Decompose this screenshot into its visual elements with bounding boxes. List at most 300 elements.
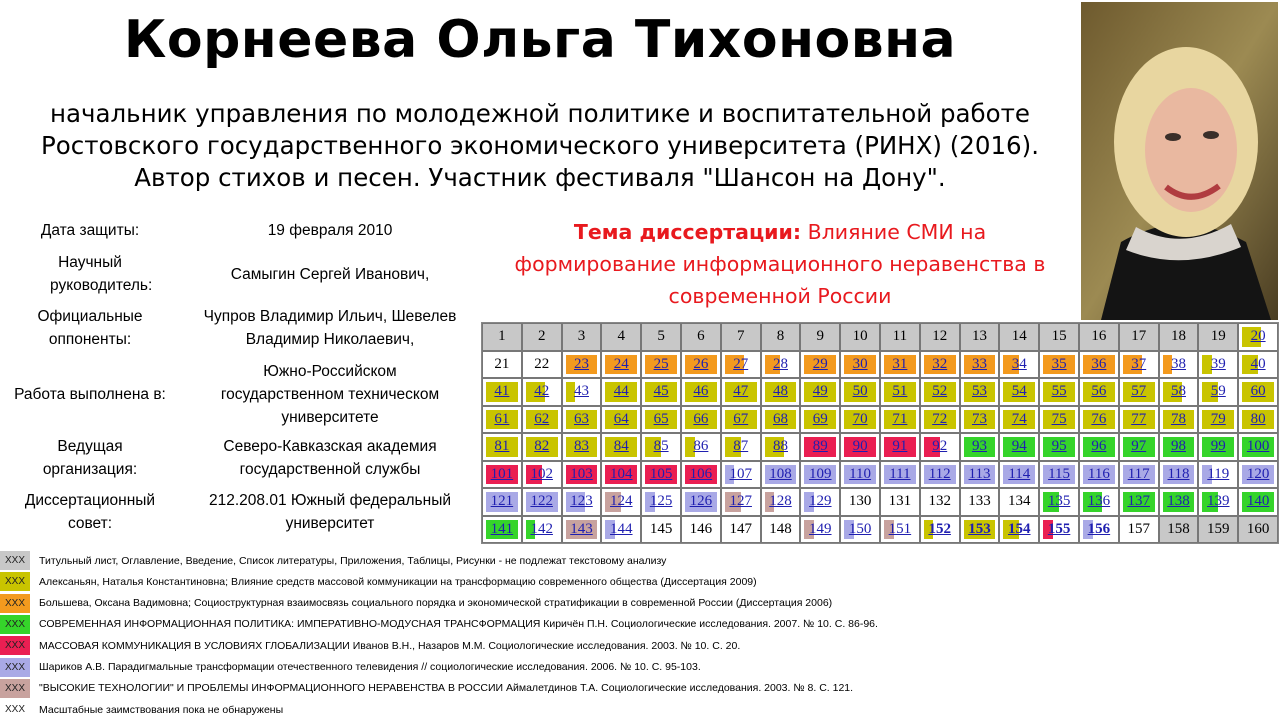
- page-number: 157: [1127, 520, 1150, 537]
- page-number[interactable]: 41: [494, 383, 510, 400]
- page-cell[interactable]: [482, 488, 522, 516]
- page-cell[interactable]: [1039, 433, 1079, 461]
- page-cell[interactable]: [601, 461, 641, 489]
- page-cell[interactable]: [840, 433, 880, 461]
- page-cell[interactable]: [1079, 461, 1119, 489]
- page-cell[interactable]: [761, 488, 801, 516]
- page-cell[interactable]: [641, 461, 681, 489]
- page-number[interactable]: 86: [693, 438, 709, 455]
- page-cell[interactable]: [999, 406, 1039, 434]
- page-cell[interactable]: [761, 433, 801, 461]
- page-cell[interactable]: [1198, 351, 1238, 379]
- page-cell: [800, 323, 840, 351]
- page-number[interactable]: 105: [649, 465, 673, 482]
- page-number: 158: [1167, 520, 1190, 537]
- page-number[interactable]: 31: [892, 355, 908, 372]
- page-cell[interactable]: [1238, 323, 1278, 351]
- page-cell[interactable]: [1198, 488, 1238, 516]
- page-number[interactable]: 144: [610, 520, 633, 537]
- page-cell[interactable]: [601, 516, 641, 544]
- page-number[interactable]: 153: [968, 520, 991, 537]
- page-cell[interactable]: [721, 351, 761, 379]
- page-number[interactable]: 94: [1011, 438, 1027, 455]
- page-number[interactable]: 116: [1087, 465, 1110, 482]
- page-cell[interactable]: [1238, 488, 1278, 516]
- page-number[interactable]: 73: [971, 410, 987, 427]
- page-number[interactable]: 36: [1091, 355, 1107, 372]
- page-cell[interactable]: [960, 516, 1000, 544]
- page-cell[interactable]: [1119, 378, 1159, 406]
- page-number[interactable]: 82: [534, 438, 550, 455]
- page-number[interactable]: 123: [570, 493, 593, 510]
- page-number[interactable]: 93: [971, 438, 987, 455]
- page-cell[interactable]: [522, 433, 562, 461]
- page-number: 146: [689, 520, 713, 537]
- page-number[interactable]: 108: [769, 465, 792, 482]
- page-number[interactable]: 122: [530, 493, 553, 510]
- legend-text: Алексаньян, Наталья Константиновна; Влияние средств массовой коммуникации на трансформацию современного общества (Диссертация 2009): [39, 575, 757, 588]
- legend-text: Шариков А.В. Парадигмальные трансформации отечественного телевидения // социологические исследования. 2006. № 10. С. 95-103.: [39, 661, 701, 673]
- page-number[interactable]: 75: [1051, 410, 1067, 427]
- page-number: 133: [968, 493, 991, 510]
- page-number[interactable]: 124: [610, 493, 633, 510]
- page-number[interactable]: 80: [1250, 410, 1266, 427]
- page-cell[interactable]: [1198, 406, 1238, 434]
- page-number[interactable]: 72: [932, 410, 948, 427]
- page-number[interactable]: 68: [772, 410, 788, 427]
- page-cell[interactable]: [681, 461, 721, 489]
- page-number[interactable]: 29: [812, 355, 828, 372]
- page-cell[interactable]: [641, 406, 681, 434]
- page-cell[interactable]: [562, 516, 602, 544]
- page-cell[interactable]: [1198, 378, 1238, 406]
- page-number[interactable]: 156: [1087, 520, 1111, 537]
- legend-swatch: XXX: [0, 551, 30, 570]
- page-number[interactable]: 24: [613, 355, 629, 372]
- page-number[interactable]: 39: [1210, 355, 1226, 372]
- page-cell[interactable]: [880, 516, 920, 544]
- page-cell[interactable]: [880, 461, 920, 489]
- page-cell[interactable]: [960, 433, 1000, 461]
- page-number[interactable]: 51: [892, 383, 908, 400]
- page-number[interactable]: 95: [1051, 438, 1067, 455]
- page-number[interactable]: 107: [729, 465, 752, 482]
- page-cell[interactable]: [880, 406, 920, 434]
- page-number[interactable]: 137: [1127, 493, 1150, 510]
- page-cell[interactable]: [562, 406, 602, 434]
- page-cell[interactable]: [482, 378, 522, 406]
- page-cell[interactable]: [681, 378, 721, 406]
- page-cell[interactable]: [601, 488, 641, 516]
- page-cell: [880, 323, 920, 351]
- page-number[interactable]: 53: [971, 383, 987, 400]
- page-number[interactable]: 34: [1011, 355, 1027, 372]
- page-number[interactable]: 74: [1011, 410, 1027, 427]
- page-cell[interactable]: [960, 406, 1000, 434]
- page-number[interactable]: 32: [932, 355, 948, 372]
- page-cell[interactable]: [1238, 406, 1278, 434]
- page-cell[interactable]: [1159, 351, 1199, 379]
- page-number[interactable]: 87: [733, 438, 749, 455]
- page-number[interactable]: 111: [889, 465, 911, 482]
- page-number: 134: [1008, 493, 1031, 510]
- page-number[interactable]: 69: [812, 410, 828, 427]
- page-cell[interactable]: [800, 488, 840, 516]
- page-number[interactable]: 58: [1170, 383, 1186, 400]
- page-number[interactable]: 142: [530, 520, 553, 537]
- page-cell: [522, 323, 562, 351]
- page-cell[interactable]: [562, 433, 602, 461]
- page-cell[interactable]: [761, 351, 801, 379]
- page-number[interactable]: 67: [733, 410, 749, 427]
- page-cell[interactable]: [562, 378, 602, 406]
- page-cell[interactable]: [800, 461, 840, 489]
- page-number[interactable]: 88: [772, 438, 788, 455]
- page-number[interactable]: 48: [772, 383, 788, 400]
- page-cell[interactable]: [721, 378, 761, 406]
- description-line: начальник управления по молодежной политике и воспитательной работе: [49, 99, 1031, 128]
- page-number[interactable]: 115: [1048, 465, 1071, 482]
- page-number[interactable]: 103: [570, 465, 593, 482]
- page-number[interactable]: 127: [729, 493, 752, 510]
- author-description: [0, 98, 1080, 194]
- page-cell[interactable]: [880, 378, 920, 406]
- page-cell: [999, 323, 1039, 351]
- page-cell[interactable]: [1238, 461, 1278, 489]
- page-cell[interactable]: [920, 461, 960, 489]
- page-number[interactable]: 120: [1246, 465, 1270, 482]
- page-number[interactable]: 126: [689, 493, 713, 510]
- legend-swatch: XXX: [0, 615, 30, 634]
- page-number: 148: [769, 520, 792, 537]
- page-number[interactable]: 135: [1047, 493, 1071, 510]
- info-label: Диссертационный совет:: [24, 492, 156, 532]
- page-cell[interactable]: [920, 433, 960, 461]
- page-number[interactable]: 20: [1250, 328, 1266, 345]
- page-cell[interactable]: [1039, 516, 1079, 544]
- page-cell[interactable]: [522, 488, 562, 516]
- page-number: 9: [816, 328, 825, 345]
- page-number[interactable]: 83: [573, 438, 589, 455]
- page-cell[interactable]: [999, 351, 1039, 379]
- page-number[interactable]: 33: [971, 355, 987, 372]
- page-number[interactable]: 79: [1210, 410, 1226, 427]
- page-number[interactable]: 38: [1170, 355, 1186, 372]
- page-number[interactable]: 42: [534, 383, 550, 400]
- page-cell[interactable]: [522, 378, 562, 406]
- legend-swatch: XXX: [0, 679, 30, 698]
- page-number[interactable]: 44: [613, 383, 629, 400]
- page-number[interactable]: 136: [1087, 493, 1111, 510]
- page-number[interactable]: 64: [613, 410, 629, 427]
- page-cell[interactable]: [681, 351, 721, 379]
- page-cell[interactable]: [681, 406, 721, 434]
- page-cell[interactable]: [721, 488, 761, 516]
- page-cell[interactable]: [562, 488, 602, 516]
- page-number[interactable]: 60: [1250, 383, 1266, 400]
- page-cell[interactable]: [601, 378, 641, 406]
- page-cell[interactable]: [681, 433, 721, 461]
- page-cell: [1198, 323, 1238, 351]
- page-cell[interactable]: [761, 378, 801, 406]
- page-cell[interactable]: [1119, 351, 1159, 379]
- page-cell[interactable]: [1159, 406, 1199, 434]
- page-cell[interactable]: [1039, 488, 1079, 516]
- page-number[interactable]: 92: [932, 438, 948, 455]
- page-number[interactable]: 98: [1170, 438, 1186, 455]
- page-cell[interactable]: [920, 378, 960, 406]
- page-cell[interactable]: [721, 406, 761, 434]
- page-number[interactable]: 149: [809, 520, 832, 537]
- page-number[interactable]: 129: [809, 493, 832, 510]
- page-number[interactable]: 81: [494, 438, 510, 455]
- page-cell[interactable]: [1079, 516, 1119, 544]
- page-number: 145: [649, 520, 673, 537]
- page-number: 4: [617, 328, 626, 345]
- page-cell[interactable]: [601, 433, 641, 461]
- page-number[interactable]: 70: [852, 410, 868, 427]
- page-number[interactable]: 66: [693, 410, 709, 427]
- page-cell[interactable]: [1079, 406, 1119, 434]
- page-cell[interactable]: [800, 351, 840, 379]
- page-cell[interactable]: [840, 378, 880, 406]
- page-cell: [721, 323, 761, 351]
- page-number[interactable]: 47: [733, 383, 749, 400]
- legend-swatch: XXX: [0, 572, 30, 591]
- page-number: 11: [892, 328, 908, 345]
- page-number[interactable]: 54: [1011, 383, 1027, 400]
- page-number[interactable]: 114: [1008, 465, 1031, 482]
- page-number[interactable]: 99: [1210, 438, 1226, 455]
- page-number[interactable]: 96: [1091, 438, 1107, 455]
- page-number[interactable]: 104: [610, 465, 633, 482]
- page-number[interactable]: 55: [1051, 383, 1067, 400]
- page-number[interactable]: 151: [888, 520, 912, 537]
- page-number[interactable]: 106: [689, 465, 713, 482]
- page-cell[interactable]: [482, 433, 522, 461]
- page-number[interactable]: 50: [852, 383, 868, 400]
- page-cell[interactable]: [681, 488, 721, 516]
- page-number[interactable]: 117: [1127, 465, 1150, 482]
- page-cell: [681, 516, 721, 544]
- page-cell[interactable]: [800, 378, 840, 406]
- page-number[interactable]: 23: [573, 355, 589, 372]
- page-number[interactable]: 118: [1167, 465, 1190, 482]
- page-cell[interactable]: [562, 351, 602, 379]
- page-number[interactable]: 97: [1131, 438, 1147, 455]
- page-number: 14: [1011, 328, 1027, 345]
- page-cell[interactable]: [800, 406, 840, 434]
- page-number[interactable]: 154: [1008, 520, 1031, 537]
- page-number[interactable]: 59: [1210, 383, 1226, 400]
- page-cell[interactable]: [1198, 461, 1238, 489]
- page-number[interactable]: 112: [928, 465, 951, 482]
- page-number[interactable]: 140: [1246, 493, 1270, 510]
- page-number[interactable]: 91: [892, 438, 908, 455]
- page-number[interactable]: 27: [733, 355, 749, 372]
- theme-label: Тема диссертации:: [573, 220, 802, 244]
- page-cell[interactable]: [482, 461, 522, 489]
- page-cell[interactable]: [1238, 351, 1278, 379]
- page-number[interactable]: 89: [812, 438, 828, 455]
- page-number[interactable]: 40: [1250, 355, 1266, 372]
- page-number[interactable]: 35: [1051, 355, 1067, 372]
- page-cell[interactable]: [1159, 378, 1199, 406]
- page-number[interactable]: 77: [1131, 410, 1147, 427]
- page-number[interactable]: 119: [1207, 465, 1230, 482]
- page-number[interactable]: 43: [573, 383, 589, 400]
- legend-swatch: XXX: [0, 636, 30, 655]
- page-number[interactable]: 52: [932, 383, 948, 400]
- legend-text: Большева, Оксана Вадимовна; Социоструктурная взаимосвязь социального порядка и экономической стратификации в современной России (Диссертация 2006): [39, 597, 833, 610]
- page-number[interactable]: 65: [653, 410, 669, 427]
- page-number[interactable]: 121: [490, 493, 514, 510]
- page-cell[interactable]: [999, 516, 1039, 544]
- page-number[interactable]: 128: [769, 493, 792, 510]
- page-number[interactable]: 85: [653, 438, 669, 455]
- page-number[interactable]: 141: [490, 520, 514, 537]
- page-cell[interactable]: [641, 433, 681, 461]
- legend-row: [0, 614, 878, 635]
- page-number[interactable]: 45: [653, 383, 669, 400]
- legend-row: [0, 593, 832, 614]
- page-cell[interactable]: [641, 378, 681, 406]
- dissertation-theme: [490, 216, 1070, 312]
- page-number[interactable]: 56: [1091, 383, 1107, 400]
- page-cell[interactable]: [1079, 351, 1119, 379]
- portrait-placeholder: [1081, 2, 1278, 320]
- page-cell[interactable]: [1039, 461, 1079, 489]
- page-cell[interactable]: [562, 461, 602, 489]
- page-cell[interactable]: [1039, 406, 1079, 434]
- page-cell[interactable]: [1039, 378, 1079, 406]
- page-number[interactable]: 125: [649, 493, 673, 510]
- page-cell[interactable]: [1079, 378, 1119, 406]
- page-number[interactable]: 78: [1170, 410, 1186, 427]
- page-cell[interactable]: [999, 378, 1039, 406]
- page-cell[interactable]: [1119, 406, 1159, 434]
- legend-text: МАССОВАЯ КОММУНИКАЦИЯ В УСЛОВИЯХ ГЛОБАЛИЗАЦИИ Иванов В.Н., Назаров М.М. Социологические исследования. 2003. № 10. С. 20.: [39, 639, 741, 652]
- page-cell[interactable]: [761, 461, 801, 489]
- page-number[interactable]: 155: [1047, 520, 1071, 537]
- page-cell[interactable]: [522, 406, 562, 434]
- page-cell[interactable]: [1119, 488, 1159, 516]
- page-number[interactable]: 46: [693, 383, 709, 400]
- page-cell[interactable]: [1159, 461, 1199, 489]
- page-cell[interactable]: [960, 378, 1000, 406]
- page-cell[interactable]: [840, 406, 880, 434]
- page-number[interactable]: 152: [928, 520, 951, 537]
- page-cell[interactable]: [960, 351, 1000, 379]
- page-number[interactable]: 26: [693, 355, 709, 372]
- page-cell[interactable]: [601, 406, 641, 434]
- page-cell[interactable]: [761, 406, 801, 434]
- page-number[interactable]: 101: [490, 465, 514, 482]
- page-cell[interactable]: [920, 516, 960, 544]
- page-cell[interactable]: [721, 433, 761, 461]
- page-cell[interactable]: [800, 433, 840, 461]
- page-cell[interactable]: [840, 516, 880, 544]
- page-number[interactable]: 61: [494, 410, 510, 427]
- page-cell[interactable]: [999, 461, 1039, 489]
- page-cell[interactable]: [482, 516, 522, 544]
- page-number[interactable]: 143: [570, 520, 593, 537]
- page-number[interactable]: 28: [772, 355, 788, 372]
- page-number: 159: [1207, 520, 1230, 537]
- page-number[interactable]: 113: [968, 465, 991, 482]
- page-cell[interactable]: [1119, 433, 1159, 461]
- page-number[interactable]: 102: [530, 465, 553, 482]
- page-cell[interactable]: [880, 433, 920, 461]
- page-number[interactable]: 76: [1091, 410, 1107, 427]
- info-label: Работа выполнена в:: [14, 385, 166, 403]
- page-cell[interactable]: [1079, 488, 1119, 516]
- page-cell[interactable]: [601, 351, 641, 379]
- page-number: 130: [848, 493, 872, 510]
- info-row-opponents: [0, 304, 480, 352]
- page-cell[interactable]: [1039, 351, 1079, 379]
- page-number[interactable]: 84: [613, 438, 629, 455]
- page-number[interactable]: 139: [1207, 493, 1230, 510]
- theme-text: Влияние СМИ на формирование информационного неравенства в современной России: [514, 220, 1046, 308]
- page-cell: [482, 323, 522, 351]
- page-cell[interactable]: [1119, 461, 1159, 489]
- page-number[interactable]: 109: [809, 465, 832, 482]
- page-cell[interactable]: [1159, 433, 1199, 461]
- page-cell[interactable]: [880, 351, 920, 379]
- page-number: 16: [1091, 328, 1107, 345]
- page-cell[interactable]: [1159, 488, 1199, 516]
- page-cell[interactable]: [920, 406, 960, 434]
- page-cell[interactable]: [1238, 433, 1278, 461]
- page-cell[interactable]: [840, 351, 880, 379]
- page-cell[interactable]: [522, 461, 562, 489]
- page-cell[interactable]: [999, 433, 1039, 461]
- page-cell[interactable]: [641, 488, 681, 516]
- page-cell: [1079, 323, 1119, 351]
- page-number[interactable]: 138: [1167, 493, 1190, 510]
- page-number[interactable]: 30: [852, 355, 868, 372]
- page-cell[interactable]: [1238, 378, 1278, 406]
- page-number[interactable]: 37: [1131, 355, 1147, 372]
- page-number[interactable]: 71: [892, 410, 908, 427]
- page-cell: [840, 488, 880, 516]
- page-number[interactable]: 110: [849, 465, 872, 482]
- page-number: 22: [534, 355, 550, 372]
- page-cell[interactable]: [482, 406, 522, 434]
- page-cell[interactable]: [960, 461, 1000, 489]
- page-number[interactable]: 90: [852, 438, 868, 455]
- page-number[interactable]: 100: [1246, 438, 1270, 455]
- page-cell[interactable]: [522, 516, 562, 544]
- page-cell[interactable]: [920, 351, 960, 379]
- page-cell[interactable]: [1079, 433, 1119, 461]
- page-number[interactable]: 49: [812, 383, 828, 400]
- page-number[interactable]: 57: [1131, 383, 1147, 400]
- page-cell: [1119, 516, 1159, 544]
- page-number[interactable]: 63: [573, 410, 589, 427]
- page-number[interactable]: 150: [848, 520, 872, 537]
- page-cell[interactable]: [800, 516, 840, 544]
- page-cell[interactable]: [840, 461, 880, 489]
- page-number[interactable]: 62: [534, 410, 550, 427]
- page-cell[interactable]: [721, 461, 761, 489]
- legend-text: "ВЫСОКИЕ ТЕХНОЛОГИИ" И ПРОБЛЕМЫ ИНФОРМАЦИОННОГО НЕРАВЕНСТВА В РОССИИ Аймалетдинов Т.А. Социологические исследования. 2003. № 8. С. 121.: [39, 682, 854, 695]
- page-number: 7: [736, 328, 745, 345]
- page-cell[interactable]: [641, 351, 681, 379]
- page-number[interactable]: 25: [653, 355, 669, 372]
- page-cell[interactable]: [1198, 433, 1238, 461]
